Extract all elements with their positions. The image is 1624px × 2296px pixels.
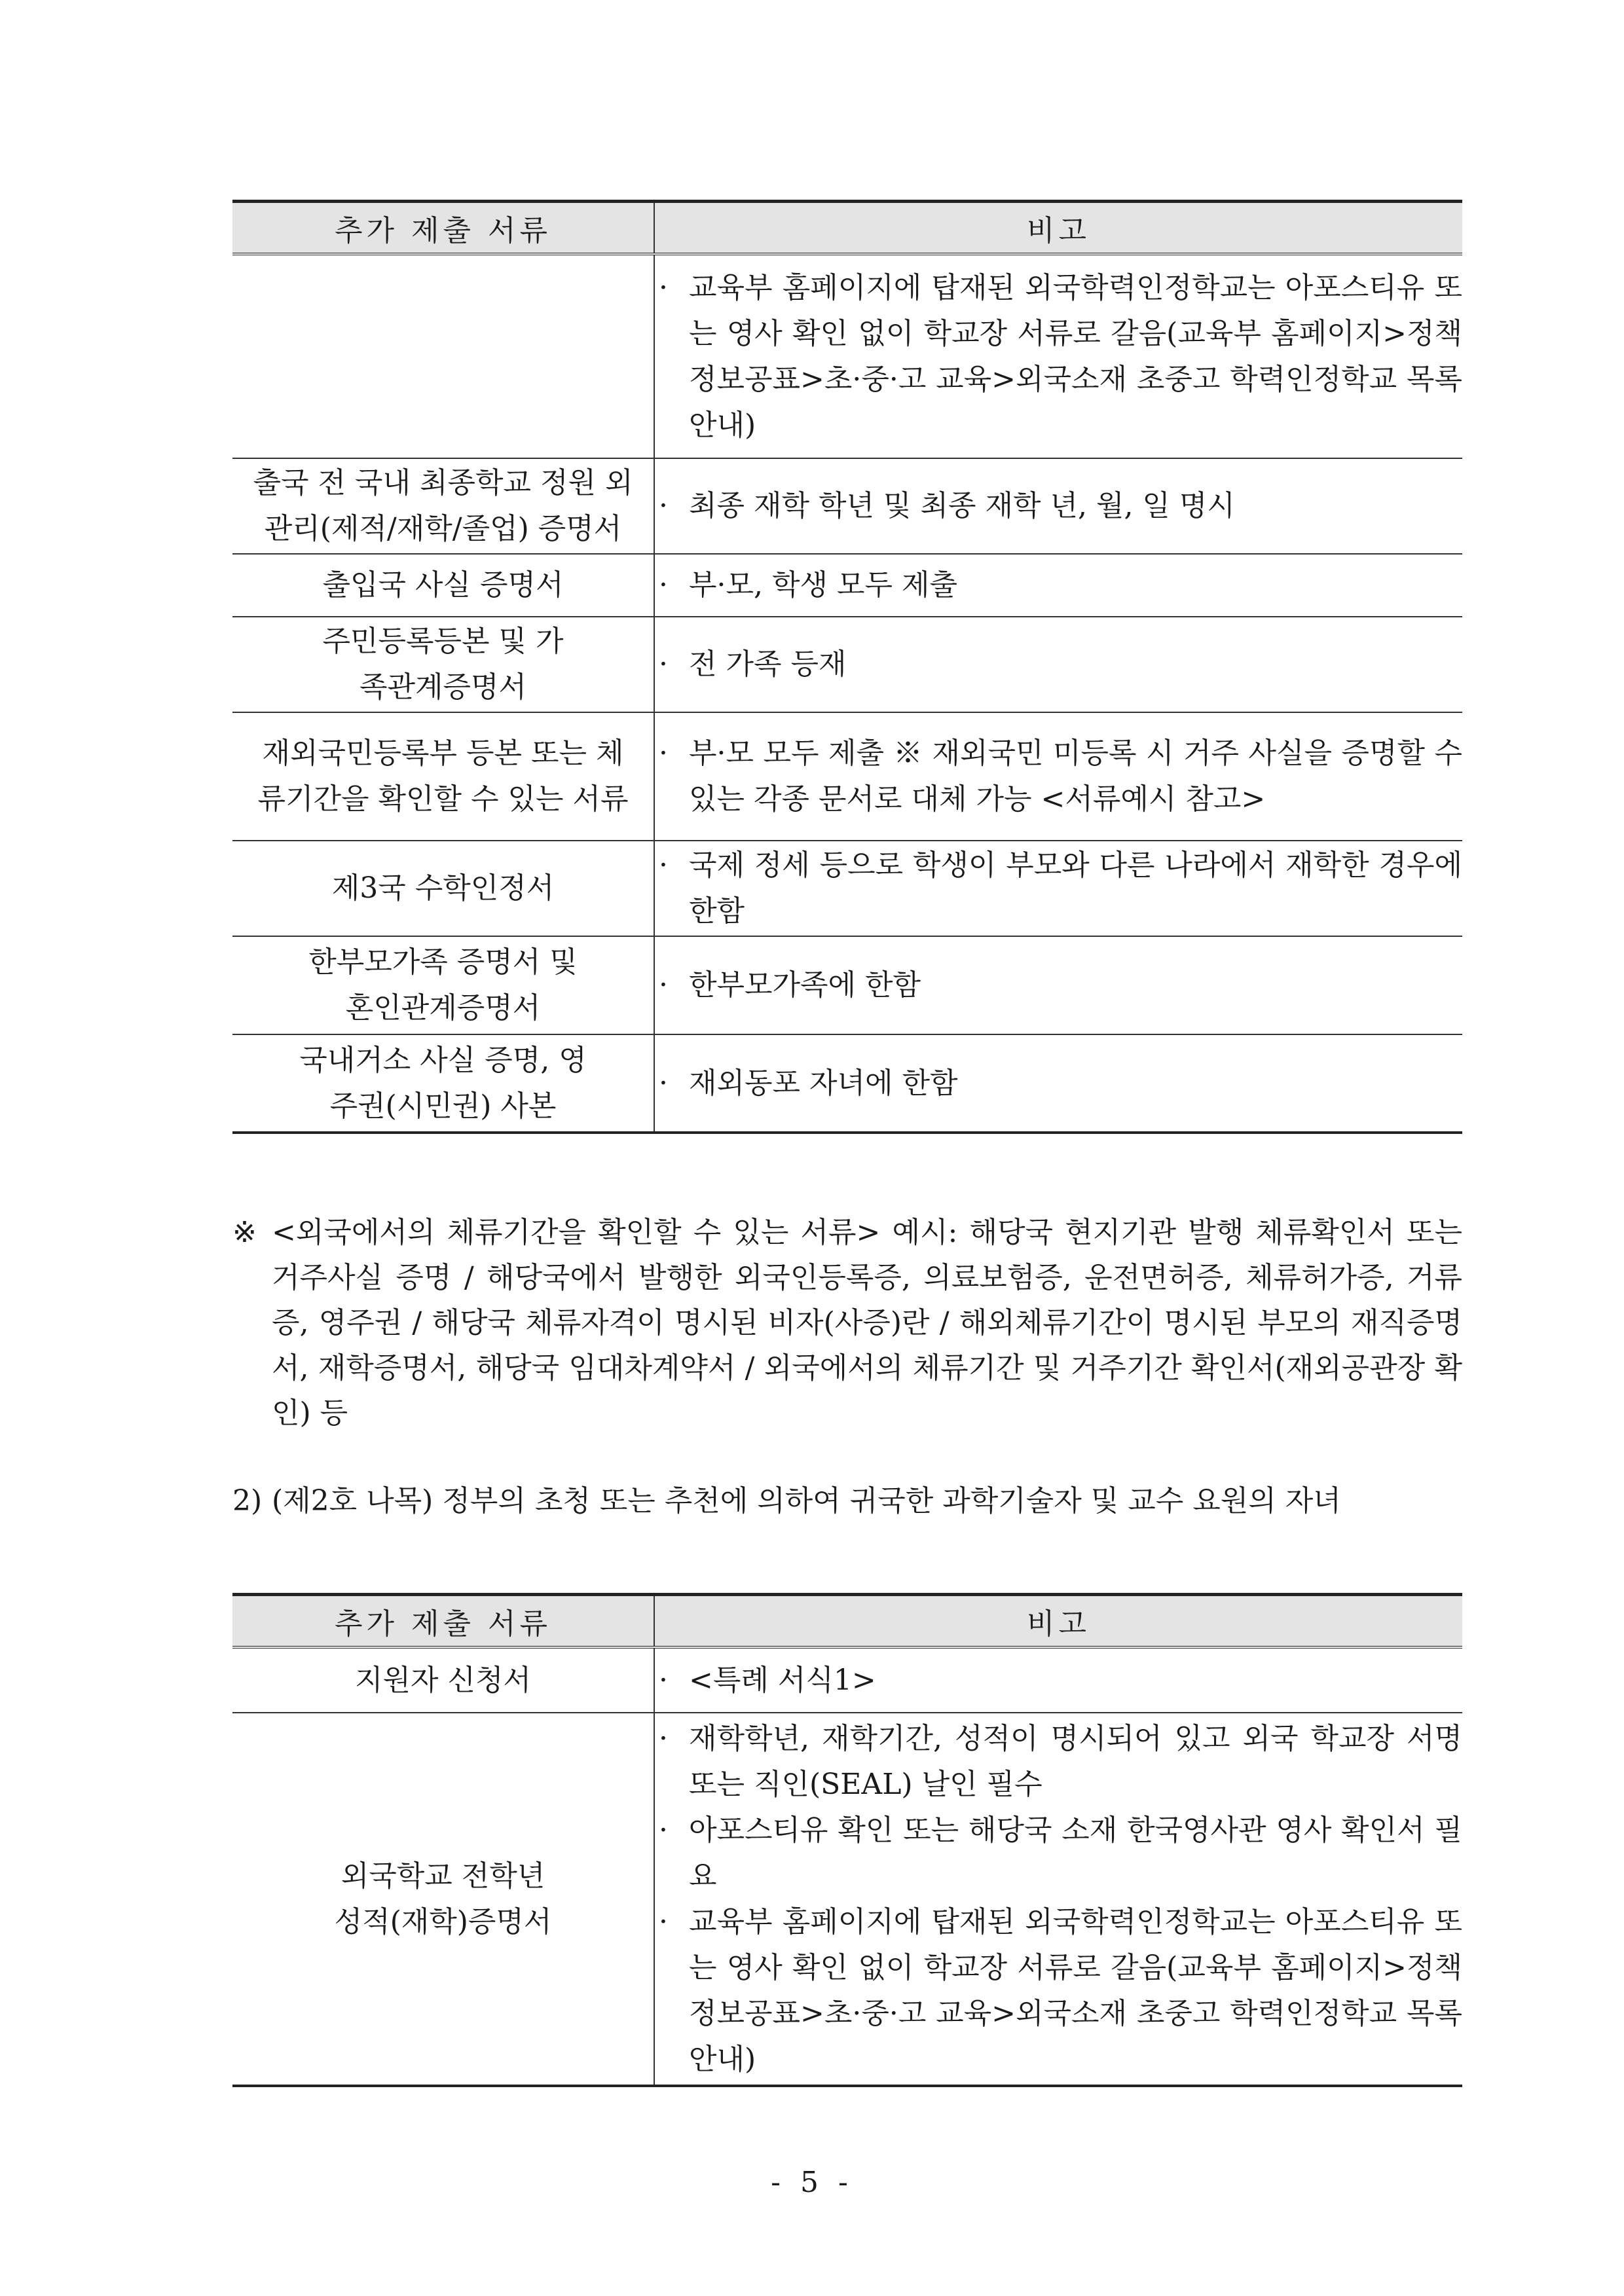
remark-text: <외국에서의 체류기간을 확인할 수 있는 서류> 예시: 해당국 현지기관 발행 체류확인서 또는 거주사실 증명 / 해당국에서 발행한 외국인등록증, 의료보험증, 운전면허증, 체류허가증, 거류증, 영주권 / 해당국 체류자격이 명시된 비자(사증)란 / 해외체류기간이 명시된 부모의 재직증명서, 재학증명서, 해당국 임대차계약서 / 외국에서의 체류기간 및 거주기간 확인서(재외공관장 확인) 등 (272, 1216, 1462, 1430)
doc-cell: 재외국민등록부 등본 또는 체류기간을 확인할 수 있는 서류 (232, 712, 654, 841)
table-row (232, 1034, 1462, 1133)
header-remarks: 비고 (654, 1595, 1462, 1648)
note-cell (654, 841, 1462, 936)
note-text: 아포스티유 확인 또는 해당국 소재 한국영사관 영사 확인서 필요 (689, 1813, 1462, 1893)
note-item (655, 962, 1462, 1008)
bullet: · (659, 489, 668, 522)
note-cell (654, 617, 1462, 712)
note-cell (654, 554, 1462, 617)
table-header-row (232, 1595, 1462, 1648)
bullet: · (659, 270, 668, 304)
note-cell (654, 936, 1462, 1034)
bullet: · (659, 1813, 668, 1847)
note-item (655, 843, 1462, 934)
note-item (655, 562, 1462, 608)
header-remarks: 비고 (654, 202, 1462, 255)
note-text: <특례 서식1> (689, 1663, 876, 1697)
doc-cell: 출국 전 국내 최종학교 정원 외 관리(제적/재학/졸업) 증명서 (232, 458, 654, 554)
table-row (232, 1647, 1462, 1713)
note-item (655, 1899, 1462, 2083)
table-header-row (232, 202, 1462, 255)
table-row (232, 712, 1462, 841)
note-text: 교육부 홈페이지에 탑재된 외국학력인정학교는 아포스티유 또는 영사 확인 없이 학교장 서류로 갈음(교육부 홈페이지>정책정보공표>초·중·고 교육>외국소재 초중고 학력인정학교 목록 안내) (689, 1904, 1462, 2076)
bullet: · (659, 647, 668, 681)
bullet: · (659, 1663, 668, 1697)
table-row (232, 1713, 1462, 2086)
note-item (655, 1658, 1462, 1704)
note-text: 재학학년, 재학기간, 성적이 명시되어 있고 외국 학교장 서명 또는 직인(SEAL) 날인 필수 (689, 1721, 1462, 1801)
note-item (655, 1808, 1462, 1899)
note-text: 전 가족 등재 (689, 647, 847, 681)
doc-cell: 출입국 사실 증명서 (232, 554, 654, 617)
documents-table-2 (232, 1593, 1462, 2087)
header-documents: 추가 제출 서류 (232, 202, 654, 255)
note-item (655, 1061, 1462, 1106)
note-text: 부·모, 학생 모두 제출 (689, 568, 957, 602)
bullet: · (659, 568, 668, 602)
note-text: 교육부 홈페이지에 탑재된 외국학력인정학교는 아포스티유 또는 영사 확인 없이 학교장 서류로 갈음(교육부 홈페이지>정책정보공표>초·중·고 교육>외국소재 초중고 학력인정학교 목록 안내) (689, 270, 1462, 442)
doc-cell: 국내거소 사실 증명, 영주권(시민권) 사본 (232, 1034, 654, 1133)
bullet: · (659, 1721, 668, 1755)
note-cell (654, 712, 1462, 841)
doc-cell: 주민등록등본 및 가족관계증명서 (232, 617, 654, 712)
note-cell (654, 1647, 1462, 1713)
doc-cell: 지원자 신청서 (354, 1663, 531, 1697)
table-row (232, 458, 1462, 554)
reference-mark: ※ (232, 1216, 257, 1249)
note-text: 부·모 모두 제출 ※ 재외국민 미등록 시 거주 사실을 증명할 수 있는 각종 문서로 대체 가능 <서류예시 참고> (689, 737, 1462, 816)
note-item (655, 642, 1462, 687)
note-item (655, 1716, 1462, 1808)
table-row (232, 554, 1462, 617)
doc-cell: 제3국 수학인정서 (232, 841, 654, 936)
page-number: - 5 - (771, 2166, 853, 2199)
doc-cell: 외국학교 전학년 성적(재학)증명서 (232, 1713, 654, 2086)
note-cell (654, 458, 1462, 554)
note-text: 최종 재학 학년 및 최종 재학 년, 월, 일 명시 (689, 489, 1235, 522)
table-row (232, 617, 1462, 712)
doc-cell (232, 254, 654, 458)
document-examples-remark (232, 1210, 1462, 1436)
documents-table-1 (232, 200, 1462, 1134)
note-cell (654, 1034, 1462, 1133)
bullet: · (659, 968, 668, 1002)
table-row (232, 254, 1462, 458)
bullet: · (659, 848, 668, 882)
header-documents: 추가 제출 서류 (232, 1595, 654, 1648)
note-item (655, 731, 1462, 822)
item-number: 2) (232, 1484, 263, 1518)
table-row (232, 841, 1462, 936)
note-item (655, 483, 1462, 529)
note-text: 한부모가족에 한함 (689, 968, 921, 1002)
bullet: · (659, 1066, 668, 1100)
note-cell (654, 254, 1462, 458)
bullet: · (659, 1904, 668, 1939)
bullet: · (659, 737, 668, 770)
note-item (655, 265, 1462, 448)
note-text: 국제 정세 등으로 학생이 부모와 다른 나라에서 재학한 경우에 한함 (689, 848, 1462, 928)
section-item-2 (232, 1478, 1462, 1523)
table-row (232, 936, 1462, 1034)
item-text: (제2호 나목) 정부의 초청 또는 추천에 의하여 귀국한 과학기술자 및 교수 요원의 자녀 (272, 1484, 1341, 1518)
doc-cell: 한부모가족 증명서 및 혼인관계증명서 (232, 936, 654, 1034)
note-text: 재외동포 자녀에 한함 (689, 1066, 958, 1100)
note-cell (654, 1713, 1462, 2086)
